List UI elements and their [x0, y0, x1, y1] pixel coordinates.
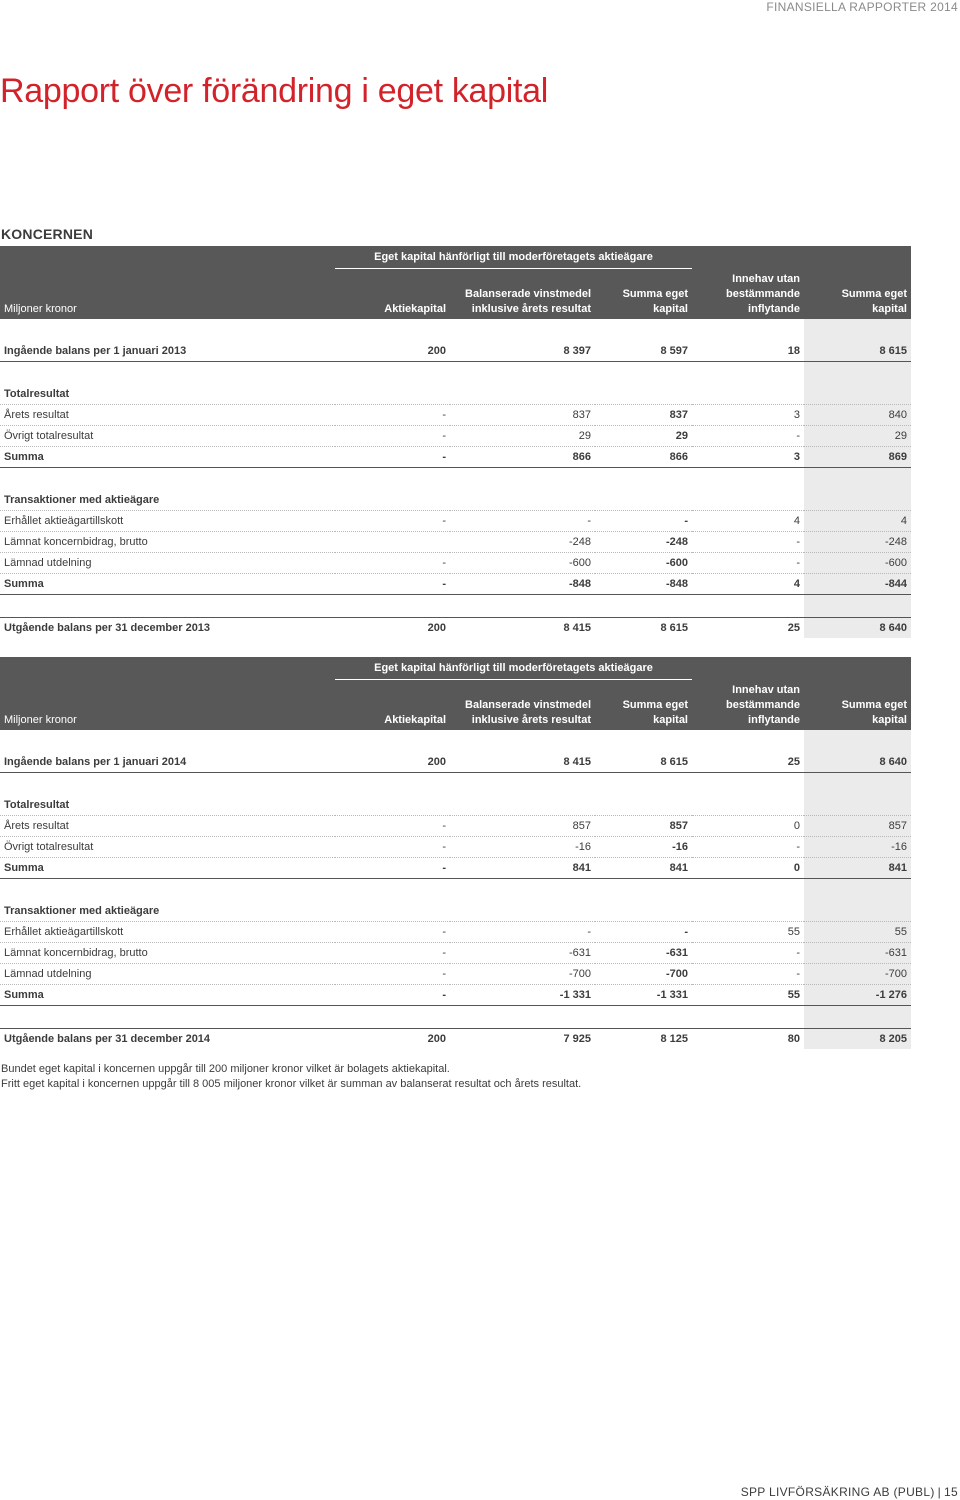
- row-value: 8 397: [450, 341, 595, 362]
- table-row: [0, 532, 911, 553]
- row-value: -: [335, 858, 450, 879]
- header-col-aktiekapital: Aktiekapital: [335, 269, 450, 320]
- row-value: -: [595, 922, 692, 943]
- row-value: -: [335, 511, 450, 532]
- row-value: -: [335, 426, 450, 447]
- row-value: 55: [692, 922, 804, 943]
- row-value: -: [335, 816, 450, 837]
- row-value: -248: [450, 532, 595, 553]
- row-value: 18: [692, 341, 804, 362]
- row-label: Lämnat koncernbidrag, brutto: [0, 943, 335, 964]
- row-value: 4: [692, 574, 804, 595]
- footer-company: SPP LIVFÖRSÄKRING AB (PUBL): [740, 1485, 935, 1499]
- footer-separator: |: [937, 1485, 942, 1499]
- row-value: -600: [595, 553, 692, 574]
- sum-row-transaktioner: [0, 985, 911, 1006]
- row-label: Lämnat koncernbidrag, brutto: [0, 532, 335, 553]
- row-label: Övrigt totalresultat: [0, 837, 335, 858]
- row-label: Transaktioner med aktieägare: [0, 901, 335, 922]
- row-value: -16: [804, 837, 911, 858]
- row-value: -844: [804, 574, 911, 595]
- table-row: [0, 816, 911, 837]
- row-value: 837: [595, 405, 692, 426]
- closing-balance-row: [0, 618, 911, 639]
- row-value: 857: [804, 816, 911, 837]
- table-row: [0, 511, 911, 532]
- row-value: 869: [804, 447, 911, 468]
- row-value: 55: [692, 985, 804, 1006]
- row-value: [335, 532, 450, 553]
- row-value: 29: [595, 426, 692, 447]
- row-label: Utgående balans per 31 december 2013: [0, 618, 335, 639]
- row-value: -: [595, 511, 692, 532]
- page-title: Rapport över förändring i eget kapital: [0, 72, 549, 110]
- row-value: 841: [595, 858, 692, 879]
- row-label: Totalresultat: [0, 384, 335, 405]
- row-value: 8 640: [804, 752, 911, 773]
- row-label: Årets resultat: [0, 405, 335, 426]
- row-label: Utgående balans per 31 december 2014: [0, 1029, 335, 1050]
- row-value: -600: [804, 553, 911, 574]
- row-value: 8 615: [595, 618, 692, 639]
- row-value: 0: [692, 858, 804, 879]
- row-value: 8 615: [804, 341, 911, 362]
- row-label: Lämnad utdelning: [0, 553, 335, 574]
- row-label: Årets resultat: [0, 816, 335, 837]
- footnote-fritt: Fritt eget kapital i koncernen uppgår till 8 005 miljoner kronor vilket är summan av balanserat resultat och årets resultat.: [1, 1078, 582, 1090]
- row-value: -: [450, 922, 595, 943]
- row-value: -: [692, 964, 804, 985]
- row-value: 8 415: [450, 618, 595, 639]
- row-value: 841: [804, 858, 911, 879]
- row-value: -: [335, 553, 450, 574]
- row-value: -248: [595, 532, 692, 553]
- row-value: -631: [595, 943, 692, 964]
- row-value: -: [335, 985, 450, 1006]
- row-value: 840: [804, 405, 911, 426]
- row-value: 857: [450, 816, 595, 837]
- row-label: Ingående balans per 1 januari 2013: [0, 341, 335, 362]
- row-value: -: [692, 553, 804, 574]
- row-value: -1 276: [804, 985, 911, 1006]
- row-label: Ingående balans per 1 januari 2014: [0, 752, 335, 773]
- row-value: -: [335, 405, 450, 426]
- row-value: 200: [335, 752, 450, 773]
- row-value: 29: [450, 426, 595, 447]
- row-value: 837: [450, 405, 595, 426]
- row-value: 55: [804, 922, 911, 943]
- header-col-summa-total: Summa eget kapital: [804, 680, 911, 731]
- sum-row-totalresultat: [0, 447, 911, 468]
- header-col-innehav: Innehav utan bestämmande inflytande: [692, 269, 804, 320]
- row-label: Summa: [0, 985, 335, 1006]
- table-row: [0, 426, 911, 447]
- row-label: Summa: [0, 447, 335, 468]
- header-group-label: Eget kapital hänförligt till moderföretagets aktieägare: [335, 246, 692, 269]
- equity-table-2014: [0, 657, 911, 1049]
- section-heading-transaktioner: [0, 901, 911, 922]
- row-value: -16: [595, 837, 692, 858]
- row-value: -: [335, 447, 450, 468]
- header-row-label: Miljoner kronor: [0, 680, 335, 731]
- table-row: [0, 943, 911, 964]
- row-label: Erhållet aktieägartillskott: [0, 922, 335, 943]
- row-value: -600: [450, 553, 595, 574]
- row-value: 8 640: [804, 618, 911, 639]
- equity-table-2013: [0, 246, 911, 638]
- row-value: 8 615: [595, 752, 692, 773]
- row-value: 857: [595, 816, 692, 837]
- section-heading-totalresultat: [0, 384, 911, 405]
- sum-row-totalresultat: [0, 858, 911, 879]
- row-label: Summa: [0, 858, 335, 879]
- row-value: 4: [804, 511, 911, 532]
- sum-row-transaktioner: [0, 574, 911, 595]
- opening-balance-row: [0, 752, 911, 773]
- section-title: KONCERNEN: [1, 226, 94, 242]
- row-value: -: [692, 532, 804, 553]
- header-col-summa: Summa eget kapital: [595, 269, 692, 320]
- row-value: 8 415: [450, 752, 595, 773]
- header-col-balanserade: Balanserade vinstmedel inklusive årets resultat: [450, 680, 595, 731]
- closing-balance-row: [0, 1029, 911, 1050]
- row-value: 200: [335, 341, 450, 362]
- row-value: 866: [450, 447, 595, 468]
- section-heading-totalresultat: [0, 795, 911, 816]
- row-value: -848: [450, 574, 595, 595]
- header-col-balanserade: Balanserade vinstmedel inklusive årets resultat: [450, 269, 595, 320]
- row-value: 841: [450, 858, 595, 879]
- table-row: [0, 553, 911, 574]
- row-value: 3: [692, 405, 804, 426]
- row-value: -631: [804, 943, 911, 964]
- header-col-innehav: Innehav utan bestämmande inflytande: [692, 680, 804, 731]
- row-value: 29: [804, 426, 911, 447]
- row-value: 4: [692, 511, 804, 532]
- table-row: [0, 922, 911, 943]
- row-value: -: [692, 943, 804, 964]
- table-row: [0, 405, 911, 426]
- row-value: 200: [335, 618, 450, 639]
- row-value: -700: [450, 964, 595, 985]
- row-value: -: [335, 922, 450, 943]
- row-label: Transaktioner med aktieägare: [0, 490, 335, 511]
- row-value: 25: [692, 752, 804, 773]
- row-value: 200: [335, 1029, 450, 1050]
- row-value: -848: [595, 574, 692, 595]
- row-value: -700: [595, 964, 692, 985]
- row-value: 8 125: [595, 1029, 692, 1050]
- row-value: 866: [595, 447, 692, 468]
- header-col-summa-total: Summa eget kapital: [804, 269, 911, 320]
- row-value: -631: [450, 943, 595, 964]
- section-heading-transaktioner: [0, 490, 911, 511]
- table-row: [0, 837, 911, 858]
- row-label: Övrigt totalresultat: [0, 426, 335, 447]
- row-label: Erhållet aktieägartillskott: [0, 511, 335, 532]
- row-value: 7 925: [450, 1029, 595, 1050]
- table-row: [0, 964, 911, 985]
- row-value: -: [335, 837, 450, 858]
- row-value: -: [335, 943, 450, 964]
- row-value: 0: [692, 816, 804, 837]
- row-label: Lämnad utdelning: [0, 964, 335, 985]
- page-footer: [741, 1485, 958, 1499]
- header-group-label: Eget kapital hänförligt till moderföretagets aktieägare: [335, 657, 692, 680]
- row-label: Totalresultat: [0, 795, 335, 816]
- opening-balance-row: [0, 341, 911, 362]
- row-value: -1 331: [595, 985, 692, 1006]
- row-value: 80: [692, 1029, 804, 1050]
- row-value: 8 205: [804, 1029, 911, 1050]
- header-col-aktiekapital: Aktiekapital: [335, 680, 450, 731]
- row-value: -: [335, 964, 450, 985]
- row-value: 25: [692, 618, 804, 639]
- row-value: 8 597: [595, 341, 692, 362]
- row-value: -16: [450, 837, 595, 858]
- row-value: -248: [804, 532, 911, 553]
- row-value: -700: [804, 964, 911, 985]
- footer-page-number: 15: [944, 1485, 958, 1499]
- row-value: -: [450, 511, 595, 532]
- running-header: FINANSIELLA RAPPORTER 2014: [766, 0, 958, 14]
- row-value: -: [692, 837, 804, 858]
- header-row-label: Miljoner kronor: [0, 269, 335, 320]
- footnotes: [1, 1062, 581, 1092]
- footnote-bundet: Bundet eget kapital i koncernen uppgår till 200 miljoner kronor vilket är bolagets aktiekapital.: [1, 1063, 450, 1075]
- row-value: -: [692, 426, 804, 447]
- row-value: -1 331: [450, 985, 595, 1006]
- row-label: Summa: [0, 574, 335, 595]
- row-value: 3: [692, 447, 804, 468]
- row-value: -: [335, 574, 450, 595]
- header-col-summa: Summa eget kapital: [595, 680, 692, 731]
